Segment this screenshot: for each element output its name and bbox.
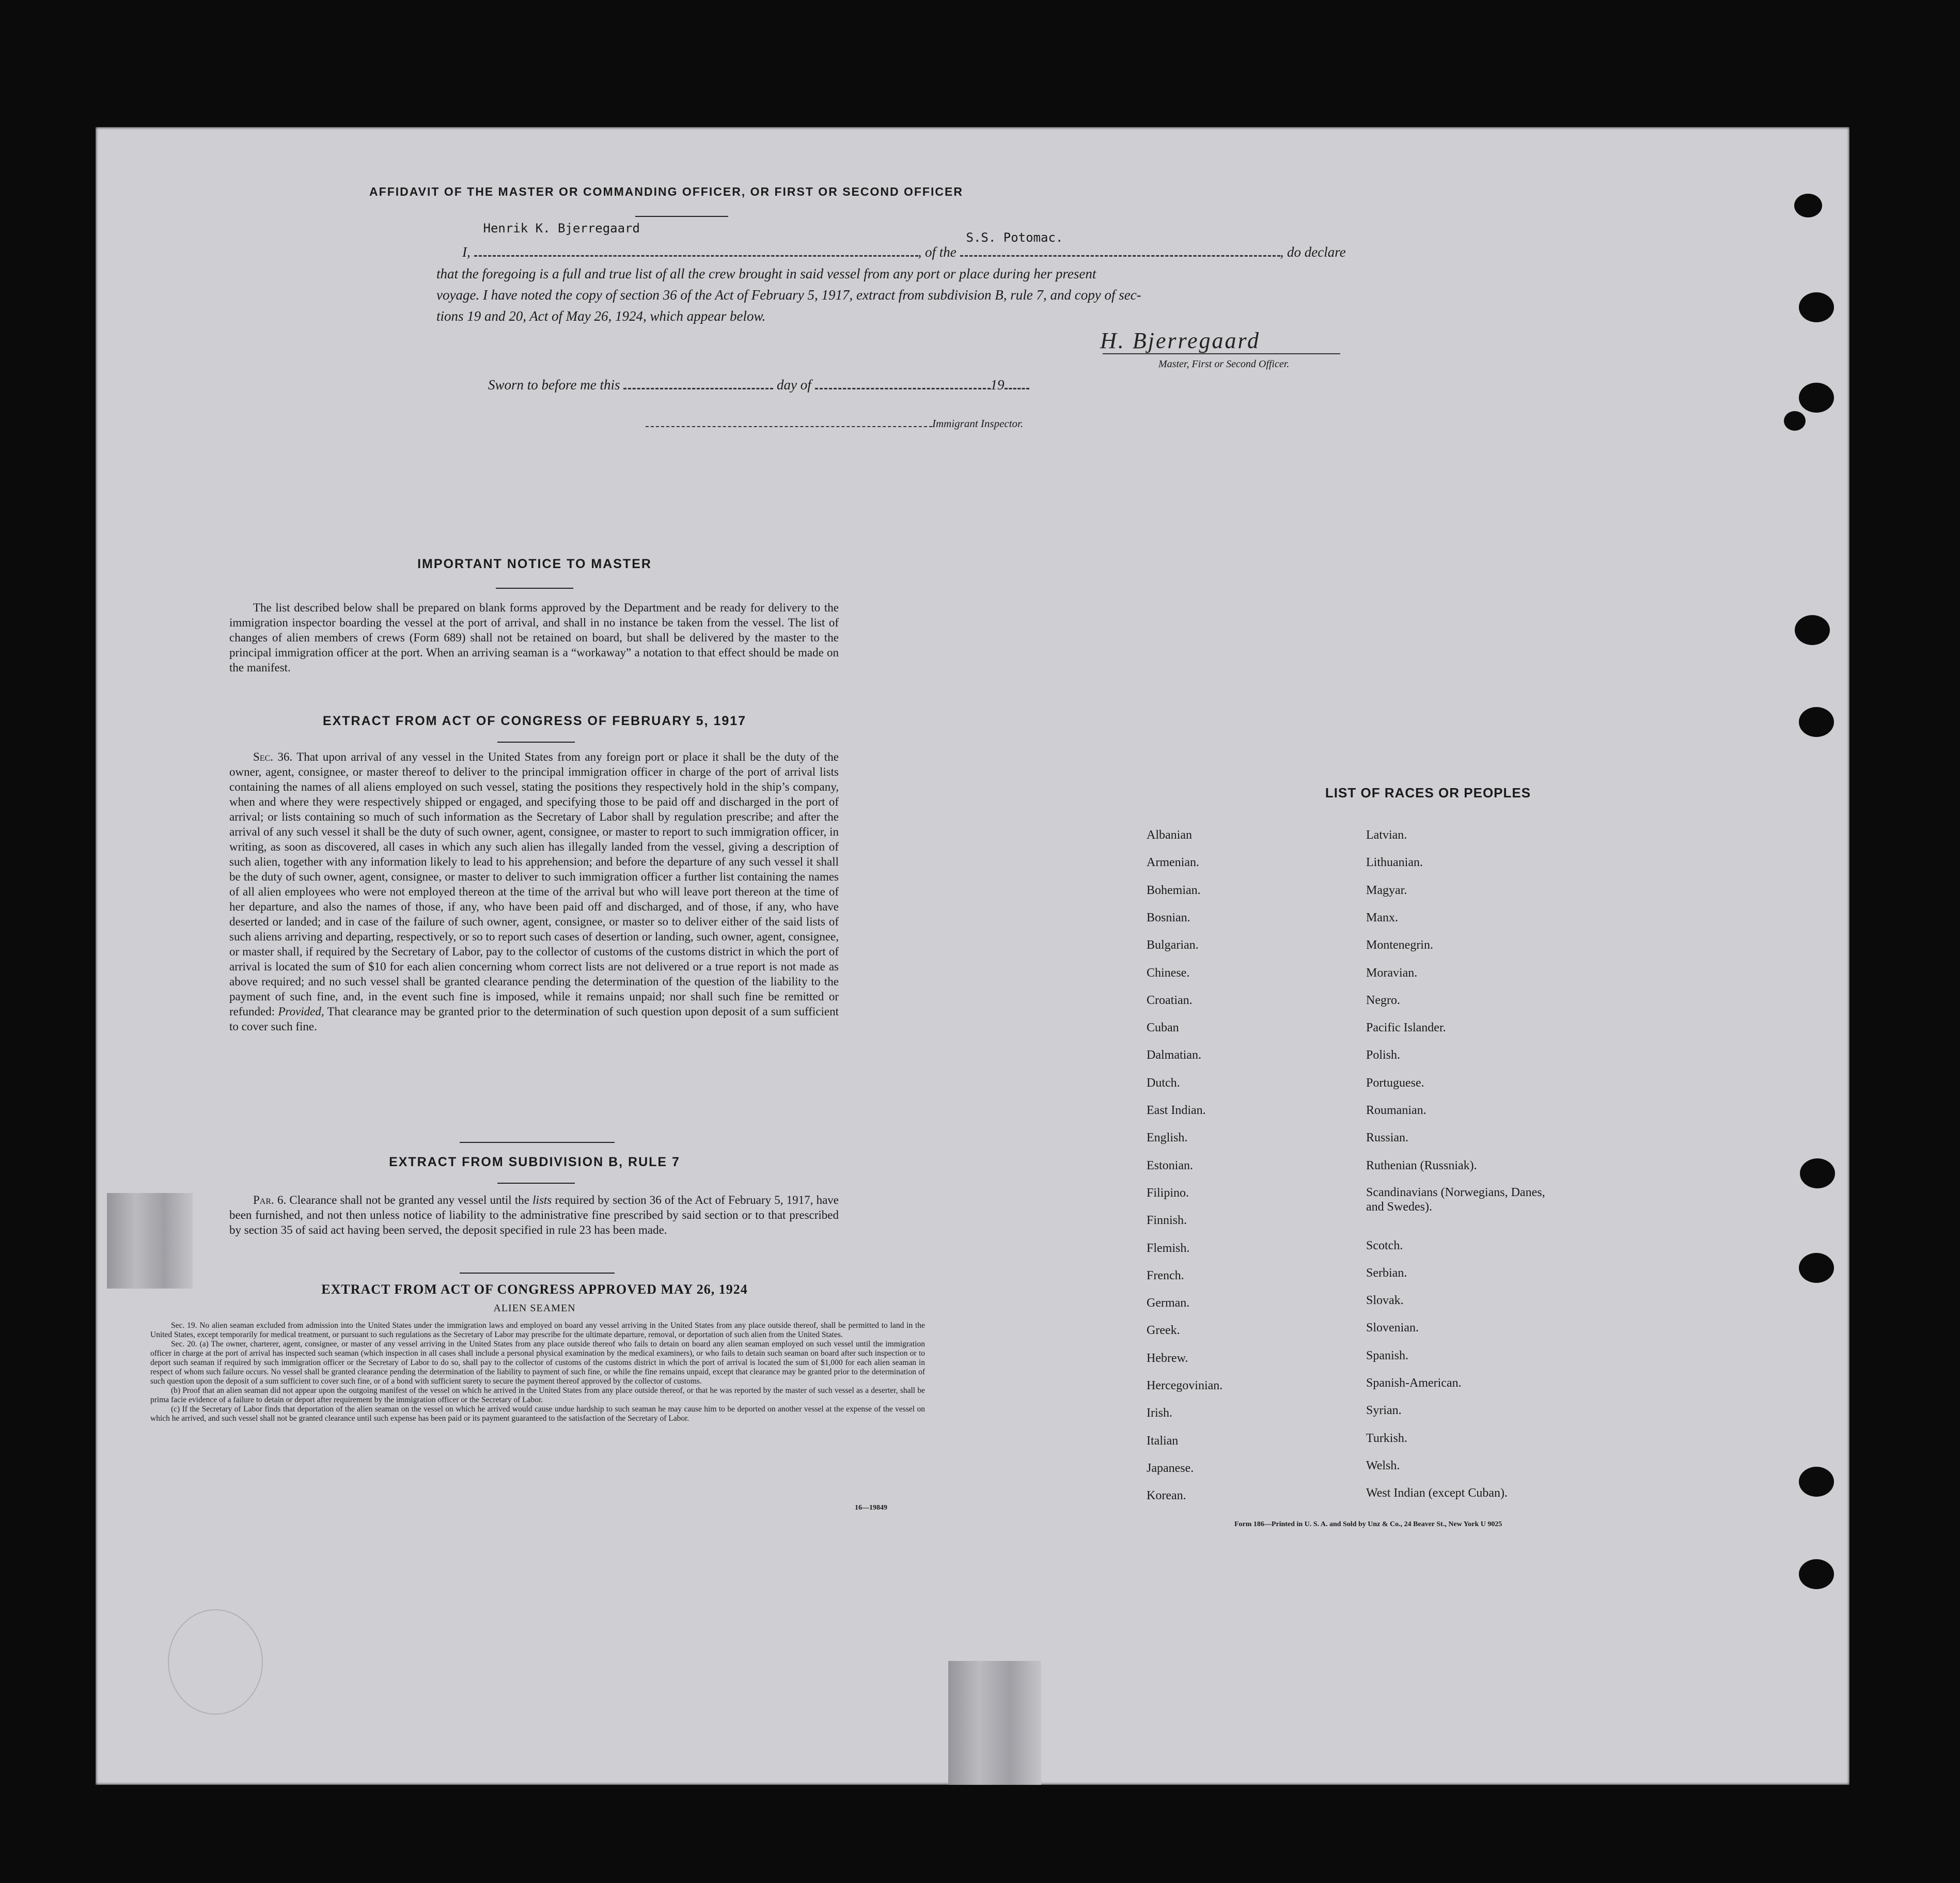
race-item: Korean.	[1147, 1489, 1186, 1503]
race-item: German.	[1147, 1296, 1190, 1310]
race-item: Greek.	[1147, 1324, 1180, 1338]
race-item: Syrian.	[1366, 1404, 1402, 1418]
race-item: Slovenian.	[1366, 1321, 1419, 1335]
race-item: Montenegrin.	[1366, 938, 1433, 952]
notice-title: IMPORTANT NOTICE TO MASTER	[417, 557, 652, 571]
i-prefix: I,	[462, 244, 471, 260]
punch-hole	[1799, 1467, 1834, 1497]
rule-7-end-rule	[460, 1273, 615, 1274]
race-item: Slovak.	[1366, 1294, 1404, 1308]
title-rule	[635, 216, 728, 217]
race-item: Dalmatian.	[1147, 1048, 1201, 1062]
sec-36-text: That upon arrival of any vessel in the United States from any foreign port or place it shall be the duty of the owner, agent, consignee, or master thereof to deliver to the principal immigration officer in charge of the port of arrival lists containing the names of all aliens employed on such vessel, stating the positions they respectively hold in the ship’s company, when and where they were respectively shipped or engaged, and specifying those to be paid off and discharged in the port of arrival; or lists containing so much of such information as the Secretary of Labor shall by regulation prescribe; and after the arrival of any such vessel it shall be the duty of such owner, agent, consignee, or master to report to such immigration officer, in writing, as soon as discovered, all cases in which any such alien has illegally landed from the vessel, giving a description of such alien, together with any information likely to lead to his apprehension; and before the departure of any such vessel it shall be the duty of such owner, agent, consignee, or master to deliver to such immigration officer a further list containing the names of all alien employees who were not employed thereon at the time of the arrival but who will leave port thereon at the time of her departure, and also the names of those, if any, who have been paid off and discharged, and of those, if any, who have deserted or landed; and in case of the failure of such owner, agent, consignee, or master so to deliver either of the said lists of such aliens arriving and departing, respectively, or so to report such cases of desertion or landing, such owner, agent, consignee, or master shall, if required by the Secretary of Labor, pay to the collector of customs of the customs district in which the port of arrival is located the sum of $10 for each alien concerning whom correct lists are not delivered or a true report is not made as above required; and no such vessel shall be granted clearance pending the determination of the question of the liability to the payment of such fine, and, in the event such fine is imposed, while it remains unpaid; nor shall such fine be remitted or refunded:	[229, 750, 839, 1018]
sec-20b-text: (b) Proof that an alien seaman did not appear upon the outgoing manifest of the vessel on which he arrived in the United States from any place outside thereof, or that he was reported by the master of such vessel as a deserter, shall be prima facie evidence of a failure to detain or deport after requirement by the immigration officer or the Secretary of Labor.	[150, 1386, 925, 1404]
of-the-label: , of the	[918, 244, 957, 260]
notice-rule	[496, 588, 573, 589]
race-item: Magyar.	[1366, 883, 1407, 897]
races-title: LIST OF RACES OR PEOPLES	[1325, 785, 1531, 801]
race-item: Hebrew.	[1147, 1351, 1188, 1365]
sec-19-text: Sec. 19. No alien seaman excluded from admission into the United States under the immigration laws and employed on board any vessel arriving in the United States from any place outside thereof, shall be permitted to land in the United States, except temporarily for medical treatment, or pursuant to such regulations as the Secretary of Labor may prescribe for the ultimate departure, removal, or deportation of such alien from the United States.	[150, 1321, 925, 1339]
extract-1924-subtitle: ALIEN SEAMEN	[493, 1303, 576, 1314]
master-name-value: Henrik K. Bjerregaard	[483, 221, 640, 236]
extract-1924-title: EXTRACT FROM ACT OF CONGRESS APPROVED MAY 26, 1924	[321, 1282, 748, 1297]
sec-20a-text: Sec. 20. (a) The owner, charterer, agent, consignee, or master of any vessel arriving in the United States from any place outside thereof who fails to detain on board any alien seaman employed on such vessel until the immigration officer in charge at the port of arrival has inspected such seaman (which inspection in all cases shall include a personal physical examination by the medical examiners), or who fails to detain such seaman on board after such inspection or to deport such seaman if required by such immigration officer or the Secretary of Labor to do so, shall pay to the collector of customs of the customs district in which the port of arrival is located the sum of $1,000 for each alien seaman in respect of whom such failure occurs. No vessel shall be granted clearance pending the determination of the liability to payment of such fine, or while the fine remains unpaid, except that clearance may be granted prior to the determination of such question upon the deposit of a sum sufficient to cover such fine, or of a bond with sufficient surety to secure the payment thereof approved by the collector of customs.	[150, 1340, 925, 1386]
race-item: English.	[1147, 1131, 1188, 1145]
race-item: Russian.	[1366, 1131, 1409, 1145]
sworn-prefix: Sworn to before me this	[488, 377, 620, 393]
race-item: Spanish-American.	[1366, 1376, 1462, 1390]
provided-label: Provided,	[278, 1005, 324, 1018]
race-item: Portuguese.	[1366, 1076, 1424, 1090]
race-item: Pacific Islander.	[1366, 1021, 1446, 1035]
form-sheet	[96, 127, 1849, 1785]
day-of-label: day of	[777, 377, 811, 393]
race-item: Roumanian.	[1366, 1104, 1426, 1117]
notice-body: The list described below shall be prepared on blank forms approved by the Department and be ready for delivery to the immigration inspector boarding the vessel at the port of arrival, and shall in no instance be taken from the vessel. The list of changes of alien members of crews (Form 689) shall not be retained on board, but shall be delivered by the master to the principal immigration officer at the port. When an arriving seaman is a “workaway” a notation to that effect should be made on the manifest.	[229, 601, 839, 674]
rule-7-title: EXTRACT FROM SUBDIVISION B, RULE 7	[389, 1155, 680, 1169]
signature-line	[1103, 353, 1340, 354]
race-item: Lithuanian.	[1366, 856, 1423, 870]
punch-hole	[1799, 707, 1834, 737]
race-item: West Indian (except Cuban).	[1366, 1486, 1508, 1500]
punch-hole	[1795, 615, 1830, 645]
vessel-name-value: S.S. Potomac.	[966, 230, 1063, 245]
race-item: Bosnian.	[1147, 911, 1190, 924]
race-item: Filipino.	[1147, 1186, 1189, 1200]
race-item: Japanese.	[1147, 1461, 1194, 1475]
affidavit-body-line-3: tions 19 and 20, Act of May 26, 1924, which appear below.	[436, 308, 766, 324]
race-item: Manx.	[1366, 911, 1398, 924]
tape-mark-left	[107, 1193, 193, 1289]
race-item: Polish.	[1366, 1048, 1401, 1062]
sec-36-text-end: That clearance may be granted prior to the determination of such question upon deposit of a sum sufficient to cover such fine.	[229, 1005, 839, 1033]
race-item: Cuban	[1147, 1021, 1179, 1035]
par-6-label: Par. 6.	[253, 1194, 287, 1206]
year-prefix: 19	[990, 377, 1005, 393]
race-item: Negro.	[1366, 993, 1400, 1007]
tape-mark-bottom	[948, 1661, 1041, 1785]
race-item: Armenian.	[1147, 856, 1199, 870]
race-item: Bulgarian.	[1147, 938, 1199, 952]
race-item: Estonian.	[1147, 1158, 1193, 1172]
race-item: Italian	[1147, 1434, 1179, 1448]
extract-1917-title: EXTRACT FROM ACT OF CONGRESS OF FEBRUARY 5, 1917	[322, 714, 747, 728]
race-item: Albanian	[1147, 828, 1192, 842]
sworn-month-field	[815, 388, 991, 389]
punch-hole	[1800, 1158, 1835, 1188]
inspector-line	[646, 417, 1023, 430]
lists-word: lists	[532, 1194, 552, 1206]
punch-hole	[1799, 383, 1834, 413]
race-item: Irish.	[1147, 1406, 1172, 1420]
punch-hole	[1799, 1559, 1834, 1589]
race-item: Bohemian.	[1147, 883, 1201, 897]
extract-1917-end-rule	[460, 1142, 615, 1143]
rule-7-body	[229, 1192, 839, 1237]
race-item: Chinese.	[1147, 966, 1190, 980]
rule-7-rule	[497, 1183, 575, 1184]
inspector-signature-field	[646, 426, 932, 427]
punch-hole	[1794, 194, 1822, 217]
inspector-caption: Immigrant Inspector.	[932, 417, 1024, 430]
master-signature: H. Bjerregaard	[1100, 328, 1261, 353]
race-item: Finnish.	[1147, 1214, 1187, 1228]
affidavit-title: AFFIDAVIT OF THE MASTER OR COMMANDING OFFICER, OR FIRST OR SECOND OFFICER	[369, 185, 963, 198]
form-code: 16—19849	[855, 1504, 887, 1512]
extract-1924-body	[150, 1321, 925, 1423]
vessel-name-field	[960, 230, 1280, 257]
par-6-text-b: required by section 36 of the Act of February 5, 1917, have been furnished, and not then unless notice of liability to the administrative fine prescribed by said section or to that prescribed by section 35 of said act having been served, the deposit specified in rule 23 has been made.	[229, 1194, 839, 1236]
sec-36-label: Sec. 36.	[253, 750, 293, 763]
race-item: Moravian.	[1366, 966, 1418, 980]
race-item: Flemish.	[1147, 1241, 1190, 1255]
punch-hole	[1799, 292, 1834, 322]
sworn-day-field	[623, 388, 773, 389]
race-item: Spanish.	[1366, 1348, 1409, 1362]
master-name-field	[474, 221, 918, 257]
race-item: Dutch.	[1147, 1076, 1180, 1090]
race-item: East Indian.	[1147, 1104, 1206, 1117]
extract-1917-body	[229, 749, 839, 1034]
race-item: Croatian.	[1147, 993, 1193, 1007]
race-item: Serbian.	[1366, 1266, 1407, 1280]
do-declare-label: , do declare	[1280, 244, 1346, 260]
affidavit-body-line-2: voyage. I have noted the copy of section 36 of the Act of February 5, 1917, extract from subdivision B, rule 7, and copy of sec-	[436, 287, 1141, 303]
race-item: Scotch.	[1366, 1238, 1403, 1252]
race-item: Turkish.	[1366, 1431, 1407, 1445]
affidavit-declaration-line	[462, 221, 1552, 260]
race-item: Welsh.	[1366, 1458, 1400, 1472]
affidavit-body	[436, 263, 1536, 327]
race-item: Scandinavians (Norwegians, Danes, and Swedes).	[1366, 1185, 1545, 1214]
extract-1917-rule	[497, 742, 575, 743]
embossed-seal	[168, 1609, 263, 1715]
race-item: Hercegovinian.	[1147, 1379, 1223, 1392]
printer-imprint: Form 186—Printed in U. S. A. and Sold by Unz & Co., 24 Beaver St., New York U 9025	[1234, 1520, 1502, 1528]
race-item: French.	[1147, 1268, 1184, 1282]
sworn-line	[488, 377, 1029, 393]
sec-20c-text: (c) If the Secretary of Labor finds that deportation of the alien seaman on the vessel on which he arrived would cause undue hardship to such seaman he may cause him to be deported on another vessel at the expense of the vessel on which he arrived, and such vessel shall not be granted clearance until such expense has been paid or its payment guaranteed to the satisfaction of the Secretary of Labor.	[150, 1405, 925, 1423]
punch-hole	[1799, 1253, 1834, 1283]
race-item: Latvian.	[1366, 828, 1407, 842]
signature-caption: Master, First or Second Officer.	[1158, 358, 1290, 370]
race-item: Ruthenian (Russniak).	[1366, 1158, 1477, 1172]
punch-hole	[1784, 411, 1806, 431]
affidavit-body-line-1: that the foregoing is a full and true list of all the crew brought in said vessel from any port or place during her present	[436, 266, 1096, 281]
sworn-year-field	[1005, 388, 1029, 389]
par-6-text-a: Clearance shall not be granted any vessel until the	[289, 1194, 529, 1206]
